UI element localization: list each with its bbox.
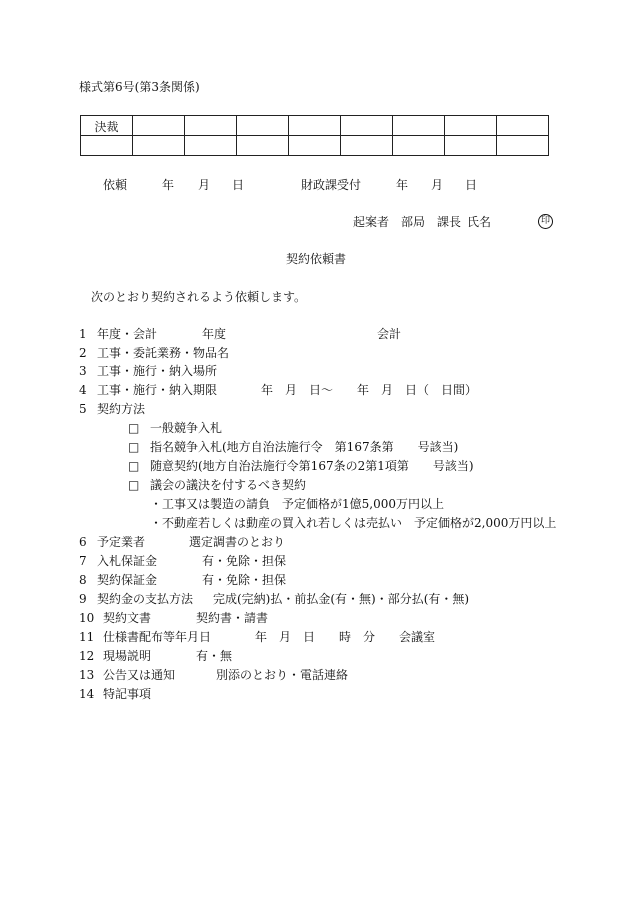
checkbox-icon[interactable]: □ bbox=[128, 459, 140, 473]
item-number: 14 bbox=[79, 687, 95, 701]
item-label: 契約方法 bbox=[97, 402, 146, 416]
item-label: 工事・施行・納入期限 bbox=[97, 383, 218, 397]
item-value: 有・免除・担保 bbox=[202, 554, 287, 568]
item-label: 特記事項 bbox=[103, 687, 152, 701]
item-label: 契約文書 bbox=[103, 611, 152, 625]
item-number: 6 bbox=[79, 535, 87, 549]
item-label: 契約保証金 bbox=[97, 573, 158, 587]
item-value: 完成(完納)払・前払金(有・無)・部分払(有・無) bbox=[213, 592, 470, 606]
approval-cell[interactable] bbox=[341, 116, 393, 136]
item-number: 8 bbox=[79, 573, 87, 587]
item-number: 5 bbox=[79, 402, 87, 416]
drafter-label: 起案者 bbox=[353, 215, 390, 229]
method-label: 議会の議決を付するべき契約 bbox=[150, 478, 307, 492]
item-label: 現場説明 bbox=[103, 649, 152, 663]
approval-cell[interactable] bbox=[133, 136, 185, 156]
method-label: 一般競争入札 bbox=[150, 421, 223, 435]
item-number: 4 bbox=[79, 383, 87, 397]
approval-table bbox=[80, 115, 549, 156]
name-label: 氏名 bbox=[467, 215, 492, 229]
item-label: 工事・委託業務・物品名 bbox=[97, 346, 230, 360]
item-number: 12 bbox=[79, 649, 95, 663]
section-chief-label: 課長 bbox=[437, 215, 462, 229]
item-value: 会計 bbox=[377, 327, 402, 341]
item-label: 入札保証金 bbox=[97, 554, 158, 568]
item-value: 選定調書のとおり bbox=[189, 535, 286, 549]
item-value: 有・無 bbox=[196, 649, 233, 663]
item-value: 契約書・請書 bbox=[196, 611, 269, 625]
seal-icon: 印 bbox=[538, 214, 553, 229]
item-number: 10 bbox=[79, 611, 95, 625]
approval-cell[interactable] bbox=[445, 136, 497, 156]
item-value: 年度 bbox=[202, 327, 227, 341]
item-number: 1 bbox=[79, 327, 87, 341]
approval-cell[interactable] bbox=[393, 116, 445, 136]
received-year: 年 bbox=[396, 178, 409, 192]
checkbox-icon[interactable]: □ bbox=[128, 478, 140, 492]
item-label: 予定業者 bbox=[97, 535, 146, 549]
approval-cell[interactable] bbox=[497, 136, 549, 156]
received-month: 月 bbox=[431, 178, 444, 192]
item-value: 年 月 日～ 年 月 日（ 日間） bbox=[261, 383, 478, 397]
request-month: 月 bbox=[198, 178, 211, 192]
page-title: 契約依頼書 bbox=[286, 252, 347, 266]
item-label: 契約金の支払方法 bbox=[97, 592, 194, 606]
item-number: 9 bbox=[79, 592, 87, 606]
method-label: 指名競争入札(地方自治法施行令 第167条第 号該当) bbox=[150, 440, 459, 454]
department-label: 部局 bbox=[401, 215, 426, 229]
approval-cell[interactable] bbox=[289, 136, 341, 156]
approval-cell[interactable] bbox=[289, 116, 341, 136]
item-label: 年度・会計 bbox=[97, 327, 158, 341]
intro-text: 次のとおり契約されるよう依頼します。 bbox=[91, 290, 307, 304]
form-number: 様式第6号(第3条関係) bbox=[79, 80, 200, 94]
approval-cell[interactable] bbox=[185, 116, 237, 136]
request-day: 日 bbox=[232, 178, 245, 192]
item-value: 別添のとおり・電話連絡 bbox=[216, 668, 349, 682]
approval-label: 決裁 bbox=[81, 116, 133, 136]
received-day: 日 bbox=[465, 178, 478, 192]
approval-cell[interactable] bbox=[237, 136, 289, 156]
item-value: 年 月 日 時 分 会議室 bbox=[255, 630, 436, 644]
method-label: 随意契約(地方自治法施行令第167条の2第1項第 号該当) bbox=[150, 459, 474, 473]
item-value: 有・免除・担保 bbox=[202, 573, 287, 587]
sub-condition: ・工事又は製造の請負 予定価格が1億5,000万円以上 bbox=[150, 497, 444, 511]
item-number: 11 bbox=[79, 630, 95, 644]
approval-cell[interactable] bbox=[133, 116, 185, 136]
request-label: 依頼 bbox=[103, 178, 128, 192]
approval-cell[interactable] bbox=[81, 136, 133, 156]
item-label: 工事・施行・納入場所 bbox=[97, 364, 218, 378]
approval-cell[interactable] bbox=[445, 116, 497, 136]
item-number: 13 bbox=[79, 668, 95, 682]
item-number: 7 bbox=[79, 554, 87, 568]
approval-cell[interactable] bbox=[185, 136, 237, 156]
request-year: 年 bbox=[162, 178, 175, 192]
approval-cell[interactable] bbox=[237, 116, 289, 136]
approval-cell[interactable] bbox=[497, 116, 549, 136]
item-label: 公告又は通知 bbox=[103, 668, 176, 682]
checkbox-icon[interactable]: □ bbox=[128, 440, 140, 454]
item-number: 3 bbox=[79, 364, 87, 378]
checkbox-icon[interactable]: □ bbox=[128, 421, 140, 435]
sub-condition: ・不動産若しくは動産の買入れ若しくは売払い 予定価格が2,000万円以上 bbox=[150, 516, 557, 530]
approval-cell[interactable] bbox=[393, 136, 445, 156]
finance-received-label: 財政課受付 bbox=[301, 178, 362, 192]
approval-cell[interactable] bbox=[341, 136, 393, 156]
item-number: 2 bbox=[79, 346, 87, 360]
item-label: 仕様書配布等年月日 bbox=[103, 630, 212, 644]
